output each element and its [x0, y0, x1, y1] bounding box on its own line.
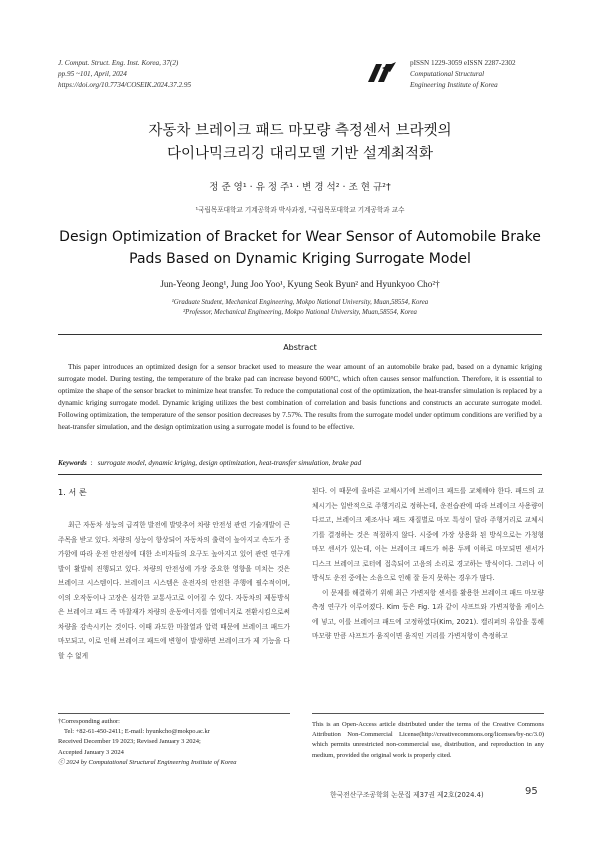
affiliations-korean: ¹국립목포대학교 기계공학과 박사과정, ²국립목포대학교 기계공학과 교수: [195, 206, 405, 214]
society-name-line1: Computational Structural: [410, 70, 485, 78]
copyright: ⓒ 2024 by Computational Structural Engineering Institute of Korea: [58, 758, 237, 766]
title-korean-line2: 다이나믹크리깅 대리모델 기반 설계최적화: [167, 146, 433, 162]
keywords-label: Keywords: [58, 459, 87, 467]
journal-pages: pp.95 ~101, April, 2024: [58, 70, 127, 78]
abstract-bottom-rule: [58, 474, 542, 475]
received-date: Received December 19 2023; Revised January 3 2024;: [58, 738, 201, 746]
journal-header-left: [58, 58, 191, 91]
title-korean-line1: 자동차 브레이크 패드 마모량 측정센서 브라켓의: [148, 123, 452, 139]
doi-link[interactable]: https://doi.org/10.7734/COSEIK.2024.37.2.95: [58, 81, 192, 89]
keywords-separator: :: [88, 459, 96, 467]
accepted-date: Accepted January 3 2024: [58, 748, 124, 756]
journal-header-right: [410, 58, 516, 91]
title-english: [0, 226, 600, 270]
intro-paragraph-right-2: 이 문제를 해결하기 위해 최근 가변저항 센서를 활용한 브레이크 패드 마모량 측정 연구가 이루어졌다. Kim 등은 Fig. 1과 같이 샤프트와 가변저항을 케이스에 넣고, 이를 브레이크 패드에 고정하였다(Kim, 2021). 캘리퍼의 유압을 통해 마모량 만큼 샤프트가 움직이면 움직인 거리를 가변저항이 측정하고: [312, 588, 544, 640]
section-heading-introduction: 1. 서 론: [58, 487, 87, 497]
corresponding-label: †Corresponding author:: [58, 718, 120, 725]
affiliation-english-1: ¹Graduate Student, Mechanical Engineering, Mokpo National University, Muan,58554, Korea: [171, 299, 429, 306]
authors-korean: 정 준 영¹ · 유 정 주¹ · 변 경 석² · 조 현 규²†: [209, 182, 391, 193]
affiliations-english: [0, 298, 600, 318]
society-logo-icon: [366, 60, 398, 84]
footnote-rule-right: [312, 713, 544, 714]
issn: pISSN 1229-3059 eISSN 2287-2302: [410, 59, 516, 67]
license-notice: This is an Open-Access article distributed under the terms of the Creative Commons Attribution Non-Commercial License(http://creativecommons.org/licenses/by-nc/3.0) which permits unrestricted non-commercial use, distribution, and reproduction in any medium, provided the original work is properly cited.: [312, 721, 544, 759]
corresponding-contact: Tel: +82-61-450-2411; E-mail: hyunkcho@mokpo.ac.kr: [64, 728, 210, 736]
title-english-line1: Design Optimization of Bracket for Wear Sensor of Automobile Brake: [59, 229, 541, 245]
intro-column-right: [312, 484, 544, 644]
keywords: [58, 459, 542, 467]
page-number: 95: [525, 786, 538, 797]
keywords-list: surrogate model, dynamic kriging, design optimization, heat-transfer simulation, brake pad: [97, 459, 362, 467]
title-korean: [0, 120, 600, 166]
corresponding-author-footnote: [58, 717, 290, 768]
abstract-heading: Abstract: [283, 343, 317, 352]
affiliation-english-2: ²Professor, Mechanical Engineering, Mokpo National University, Muan,58554, Korea: [183, 309, 417, 316]
society-name-line2: Engineering Institute of Korea: [410, 81, 498, 89]
title-english-line2: Pads Based on Dynamic Kriging Surrogate Model: [129, 251, 471, 267]
intro-paragraph-right-1: 된다. 이 때문에 올바른 교체시기에 브레이크 패드를 교체해야 한다. 패드의 교체시기는 일반적으로 주행거리로 정하는데, 운전습관에 따라 브레이크 사용량이 다르고, 브레이크 제조사나 패드 재질별로 마모 특성이 달라 주행거리로 교체시기를 결정하는 것은 적절하지 않다. 시중에 가장 상용화 된 방식으로는 가청형 마모 센서가 있는데, 이는 브레이크 패드가 허용 두께 이하로 마모되면 센서가 디스크 브레이크 로터에 접촉되어 고음의 소리로 경고하는 방식이다. 그러나 이 방식도 운전 중에는 소음으로 인해 잘 듣지 못하는 경우가 많다.: [312, 487, 544, 582]
page-footer-journal: 한국전산구조공학회 논문집 제37권 제2호(2024.4): [330, 791, 484, 799]
abstract-top-rule: [58, 334, 542, 335]
intro-paragraph-left: 최근 자동차 성능의 급격한 발전에 발맞추어 차량 안전성 관련 기술개발이 큰 주목을 받고 있다. 차량의 성능이 향상되어 자동차의 출력이 높아지고 속도가 증가함에 따라 운전 안전성에 대한 소비자들의 요구도 높아지고 있어 관련 연구개발이 활발히 진행되고 있다. 차량의 안전성에 가장 중요한 영향을 미치는 것은 브레이크 시스템이다. 브레이크 시스템은 운전자의 안전한 주행에 필수적이며, 이의 오작동이나 고장은 심각한 교통사고로 이어질 수 있다. 자동차의 제동방식은 브레이크 패드 즉 마찰재가 차량의 운동에너지를 열에너지로 전환시킴으로써 차량을 감속시키는 것이다. 이때 과도한 마찰열과 압력 때문에 브레이크 패드가 마모되고, 이로 인해 브레이크 패드에 변형이 발생하면 브레이크가 제 기능을 다할 수 없게: [58, 521, 290, 660]
abstract-body: This paper introduces an optimized design for a sensor bracket used to measure the wear amount of an automobile brake pad, based on a dynamic kriging surrogate model. During testing, the temperature of the brake pad can increase beyond 600°C, which often causes sensor malfunction. Therefore, it is essential to optimize the shape of the sensor bracket to minimize heat transfer. To reduce the computational cost of the optimization, the heat-transfer simulation is replaced by a dynamic kriging surrogate model. Dynamic kriging utilizes the best combination of correlation and basis functions and constructs an accurate surrogate model. Following optimization, the temperature of the sensor position decreases by 7.57%. The results from the surrogate model under optimum conditions are verified by a heat-transfer simulation, and the design optimization using a surrogate model is found to be effective.: [58, 362, 542, 431]
authors-english: Jun-Yeong Jeong¹, Jung Joo Yoo¹, Kyung Seok Byun² and Hyunkyoo Cho²†: [160, 279, 440, 289]
journal-citation: J. Comput. Struct. Eng. Inst. Korea, 37(2): [58, 59, 179, 67]
footnote-rule-left: [58, 713, 290, 714]
